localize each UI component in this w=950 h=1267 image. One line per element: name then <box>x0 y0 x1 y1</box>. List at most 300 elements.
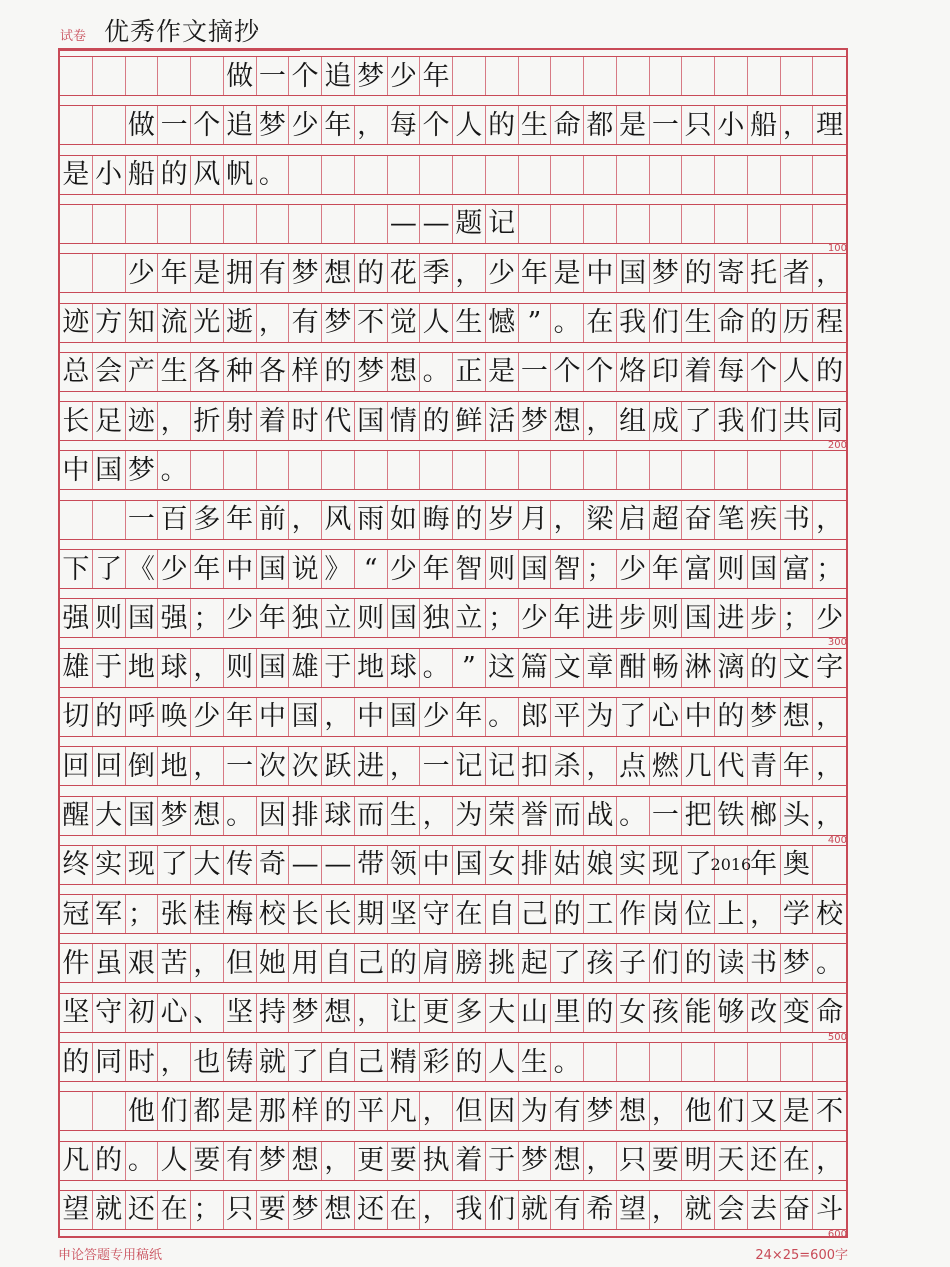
word-count-mark: 400 <box>827 834 847 846</box>
grid-cell <box>191 205 224 243</box>
grid-cell: 梦 <box>519 1142 552 1180</box>
grid-cell: 少 <box>486 254 519 292</box>
grid-cell: 少 <box>191 698 224 736</box>
grid-cell <box>486 156 519 194</box>
grid-row <box>60 796 846 836</box>
grid-row <box>60 155 846 195</box>
grid-cell: 又 <box>748 1092 781 1130</box>
grid-cell: 们 <box>486 1191 519 1229</box>
grid-cell: 球 <box>322 797 355 835</box>
grid-cell: ， <box>355 994 388 1032</box>
grid-row <box>60 943 846 983</box>
grid-cell <box>93 106 126 144</box>
grid-cell: 。 <box>158 451 191 489</box>
word-count-mark: 500 <box>827 1031 847 1043</box>
grid-cell: 大 <box>191 846 224 884</box>
grid-cell: ， <box>355 106 388 144</box>
grid-cell: 战 <box>584 797 617 835</box>
grid-cell <box>813 846 846 884</box>
grid-cell: 终 <box>60 846 93 884</box>
header <box>60 10 300 51</box>
grid-cell: 启 <box>617 501 650 539</box>
grid-cell: 球 <box>158 649 191 687</box>
grid-cell: ， <box>816 504 844 536</box>
grid-cell <box>289 451 322 489</box>
grid-cell: 强 <box>60 599 93 637</box>
grid-cell <box>519 205 552 243</box>
grid-cell: 岗 <box>650 895 683 933</box>
grid-cell: 年 <box>551 599 584 637</box>
grid-cell: 梦 <box>650 254 683 292</box>
grid-cell: 。 <box>617 797 650 835</box>
grid-cell: ； <box>486 599 519 637</box>
grid-cell: 倒 <box>126 747 159 785</box>
grid-cell: 命 <box>816 997 844 1029</box>
grid-cell: 守 <box>420 895 453 933</box>
grid-cell: ， <box>388 747 421 785</box>
grid-cell: 是 <box>617 106 650 144</box>
word-count-mark: 600 <box>827 1228 847 1240</box>
grid-cell: 国 <box>617 254 650 292</box>
grid-cell: ， <box>191 649 224 687</box>
grid-cell: ， <box>191 944 224 982</box>
grid-cell: 想 <box>191 797 224 835</box>
grid-cell: 还 <box>748 1142 781 1180</box>
grid-cell: 迹 <box>126 402 159 440</box>
grid-cell: 梦 <box>289 1191 322 1229</box>
grid-cell: 代 <box>715 747 748 785</box>
grid-row <box>60 253 846 293</box>
grid-cell: 则 <box>224 649 257 687</box>
grid-cell <box>781 205 814 243</box>
grid-cell <box>388 451 421 489</box>
grid-cell: 总 <box>60 353 93 391</box>
grid-cell <box>257 205 290 243</box>
grid-cell: — <box>388 205 421 243</box>
grid-cell: 着 <box>453 1142 486 1180</box>
grid-cell: 则 <box>715 550 748 588</box>
grid-cell: 想 <box>617 1092 650 1130</box>
grid-cell: 跃 <box>322 747 355 785</box>
grid-cell: ， <box>816 1145 844 1177</box>
grid-cell: 奇 <box>257 846 290 884</box>
grid-cell: 誉 <box>519 797 552 835</box>
grid-cell: 为 <box>453 797 486 835</box>
grid-cell: 的 <box>816 356 844 388</box>
grid-cell: 富 <box>682 550 715 588</box>
grid-cell: 的 <box>748 649 781 687</box>
grid-cell: 地 <box>355 649 388 687</box>
grid-cell: 地 <box>158 747 191 785</box>
grid-cell: 国 <box>388 599 421 637</box>
grid-cell <box>813 451 846 489</box>
grid-cell: 们 <box>748 402 781 440</box>
grid-cell: 自 <box>322 944 355 982</box>
grid-cell: 的 <box>715 698 748 736</box>
grid-cell: ， <box>158 402 191 440</box>
grid-cell: 年 <box>748 846 781 884</box>
grid-cell: 铸 <box>224 1043 257 1081</box>
grid-cell: 中 <box>355 698 388 736</box>
grid-cell <box>551 156 584 194</box>
grid-cell: 读 <box>715 944 748 982</box>
grid-cell: 迹 <box>60 304 93 342</box>
grid-cell: 期 <box>355 895 388 933</box>
grid-cell: 的 <box>93 698 126 736</box>
grid-cell: 生 <box>453 304 486 342</box>
grid-cell: 智 <box>551 550 584 588</box>
grid-cell: 《 <box>126 550 159 588</box>
grid-cell <box>191 57 224 95</box>
grid-cell: 。 <box>551 304 584 342</box>
grid-cell: 国 <box>126 599 159 637</box>
grid-cell: 是 <box>191 254 224 292</box>
grid-cell: 说 <box>289 550 322 588</box>
grid-cell: 花 <box>388 254 421 292</box>
grid-cell: 折 <box>191 402 224 440</box>
grid-cell: 梦 <box>322 304 355 342</box>
grid-cell: 。 <box>257 156 290 194</box>
grid-cell: 疾 <box>748 501 781 539</box>
grid-cell: ， <box>191 747 224 785</box>
grid-cell: 燃 <box>650 747 683 785</box>
grid-cell: 就 <box>93 1191 126 1229</box>
grid-cell: ， <box>584 1142 617 1180</box>
grid-row <box>60 1091 846 1131</box>
grid-cell: 长 <box>289 895 322 933</box>
grid-cell: 那 <box>257 1092 290 1130</box>
grid-cell: 回 <box>60 747 93 785</box>
grid-cell: 畅 <box>650 649 683 687</box>
grid-cell: 代 <box>322 402 355 440</box>
grid-cell: 理 <box>816 109 844 141</box>
grid-cell: 不 <box>355 304 388 342</box>
grid-cell: 国 <box>289 698 322 736</box>
grid-cell <box>60 1092 93 1130</box>
grid-cell <box>322 156 355 194</box>
grid-cell <box>584 205 617 243</box>
grid-cell: 月 <box>519 501 552 539</box>
grid-cell: 风 <box>191 156 224 194</box>
grid-cell: 有 <box>289 304 322 342</box>
grid-cell: 了 <box>682 402 715 440</box>
grid-cell: 不 <box>816 1095 844 1127</box>
grid-cell: ， <box>420 1191 453 1229</box>
grid-cell: ” <box>453 649 486 687</box>
grid-cell: 少 <box>519 599 552 637</box>
grid-cell: 雄 <box>289 649 322 687</box>
grid-cell: 国 <box>355 402 388 440</box>
grid-cell: 子 <box>617 944 650 982</box>
grid-cell: 下 <box>60 550 93 588</box>
grid-cell <box>126 205 159 243</box>
grid-cell <box>584 156 617 194</box>
grid-cell: 了 <box>682 846 715 884</box>
grid-cell <box>420 451 453 489</box>
grid-cell: 射 <box>224 402 257 440</box>
grid-cell: 大 <box>93 797 126 835</box>
grid-cell: 者 <box>781 254 814 292</box>
grid-cell: 历 <box>781 304 814 342</box>
grid-cell: 篇 <box>519 649 552 687</box>
grid-cell <box>682 205 715 243</box>
grid-cell <box>420 156 453 194</box>
grid-cell <box>453 57 486 95</box>
grid-cell: 的 <box>158 156 191 194</box>
grid-cell: 要 <box>257 1191 290 1229</box>
grid-cell: 前 <box>257 501 290 539</box>
grid-row <box>60 56 846 96</box>
grid-cell: 还 <box>126 1191 159 1229</box>
grid-cell: 有 <box>224 1142 257 1180</box>
grid-cell: 在 <box>388 1191 421 1229</box>
grid-cell: 但 <box>224 944 257 982</box>
grid-cell: 实 <box>93 846 126 884</box>
grid-cell <box>617 451 650 489</box>
footer-grid-size: 24×25=600字 <box>755 1248 848 1263</box>
grid-cell: 则 <box>93 599 126 637</box>
grid-cell: ， <box>453 254 486 292</box>
grid-cell: 个 <box>748 353 781 391</box>
grid-cell: 时 <box>126 1043 159 1081</box>
grid-cell: 年 <box>191 550 224 588</box>
grid-cell: 题 <box>453 205 486 243</box>
grid-cell: 帆 <box>224 156 257 194</box>
grid-cell: 我 <box>453 1191 486 1229</box>
grid-cell: 排 <box>289 797 322 835</box>
grid-cell: 鲜 <box>453 402 486 440</box>
grid-cell: 做 <box>126 106 159 144</box>
grid-cell: 的 <box>682 254 715 292</box>
grid-cell: 命 <box>551 106 584 144</box>
grid-cell: 有 <box>551 1191 584 1229</box>
grid-cell: 而 <box>551 797 584 835</box>
grid-cell: 季 <box>420 254 453 292</box>
grid-cell: 》 <box>322 550 355 588</box>
grid-cell: 智 <box>453 550 486 588</box>
grid-cell: 工 <box>584 895 617 933</box>
grid-cell: 把 <box>682 797 715 835</box>
grid-cell <box>126 57 159 95</box>
grid-cell: 是 <box>224 1092 257 1130</box>
grid-cell: 小 <box>93 156 126 194</box>
grid-cell: 去 <box>748 1191 781 1229</box>
grid-cell: 学 <box>781 895 814 933</box>
grid-cell: 追 <box>224 106 257 144</box>
grid-cell: 个 <box>191 106 224 144</box>
grid-cell: 望 <box>60 1191 93 1229</box>
grid-cell: 会 <box>93 353 126 391</box>
grid-cell: 组 <box>617 402 650 440</box>
grid-cell: 产 <box>126 353 159 391</box>
grid-cell: 则 <box>355 599 388 637</box>
grid-cell: 是 <box>486 353 519 391</box>
grid-cell: 平 <box>355 1092 388 1130</box>
grid-cell: 酣 <box>617 649 650 687</box>
grid-cell: 因 <box>486 1092 519 1130</box>
grid-cell: 共 <box>781 402 814 440</box>
grid-cell: 的 <box>420 402 453 440</box>
grid-cell: ， <box>551 501 584 539</box>
grid-row <box>60 450 846 490</box>
grid-row <box>60 549 846 589</box>
grid-cell: 为 <box>519 1092 552 1130</box>
grid-cell: 则 <box>486 550 519 588</box>
grid-cell: 文 <box>781 649 814 687</box>
grid-cell: 姑 <box>551 846 584 884</box>
grid-cell: 是 <box>781 1092 814 1130</box>
grid-cell: 的 <box>486 106 519 144</box>
grid-cell: 的 <box>322 353 355 391</box>
grid-cell <box>650 57 683 95</box>
grid-cell: 梦 <box>126 451 159 489</box>
grid-cell: ， <box>816 750 844 782</box>
grid-cell: 时 <box>289 402 322 440</box>
grid-cell <box>519 451 552 489</box>
grid-cell: 能 <box>682 994 715 1032</box>
grid-cell <box>224 205 257 243</box>
grid-cell: 奥 <box>781 846 814 884</box>
grid-cell: ， <box>322 1142 355 1180</box>
grid-cell: 进 <box>355 747 388 785</box>
grid-cell <box>388 156 421 194</box>
grid-cell: 岁 <box>486 501 519 539</box>
grid-cell <box>355 156 388 194</box>
grid-cell <box>158 57 191 95</box>
grid-cell: 她 <box>257 944 290 982</box>
grid-cell: 彩 <box>420 1043 453 1081</box>
grid-cell: 一 <box>224 747 257 785</box>
grid-cell: 正 <box>453 353 486 391</box>
grid-cell: ， <box>420 797 453 835</box>
grid-cell: 次 <box>257 747 290 785</box>
grid-row <box>60 105 846 145</box>
grid-cell: — <box>420 205 453 243</box>
grid-cell: 自 <box>322 1043 355 1081</box>
grid-cell: 就 <box>682 1191 715 1229</box>
grid-cell: ， <box>748 895 781 933</box>
grid-cell: 笔 <box>715 501 748 539</box>
grid-cell: ， <box>650 1092 683 1130</box>
grid-cell: 校 <box>816 898 844 930</box>
grid-cell <box>60 106 93 144</box>
grid-cell: 国 <box>682 599 715 637</box>
grid-cell: 的 <box>748 304 781 342</box>
grid-cell <box>617 156 650 194</box>
grid-cell <box>584 451 617 489</box>
grid-cell: 国 <box>126 797 159 835</box>
grid-cell: 多 <box>191 501 224 539</box>
grid-cell: 持 <box>257 994 290 1032</box>
grid-cell <box>813 57 846 95</box>
grid-cell: 梦 <box>781 944 814 982</box>
grid-cell: 富 <box>781 550 814 588</box>
grid-cell: 更 <box>355 1142 388 1180</box>
grid-cell: 山 <box>519 994 552 1032</box>
grid-cell <box>289 156 322 194</box>
grid-cell: 梦 <box>519 402 552 440</box>
grid-row <box>60 500 846 540</box>
grid-cell: 百 <box>158 501 191 539</box>
grid-cell: 们 <box>650 304 683 342</box>
grid-cell: 做 <box>224 57 257 95</box>
grid-cell: 国 <box>388 698 421 736</box>
grid-row <box>60 697 846 737</box>
grid-cell: 了 <box>289 1043 322 1081</box>
grid-cell: — <box>289 846 322 884</box>
grid-cell: 想 <box>551 1142 584 1180</box>
grid-cell: 雄 <box>60 649 93 687</box>
grid-cell: 个 <box>584 353 617 391</box>
grid-cell: 起 <box>519 944 552 982</box>
grid-cell: 国 <box>257 649 290 687</box>
grid-cell: “ <box>355 550 388 588</box>
grid-cell <box>322 205 355 243</box>
grid-cell: 于 <box>93 649 126 687</box>
grid-cell: 着 <box>682 353 715 391</box>
grid-cell: 冠 <box>60 895 93 933</box>
grid-cell: 是 <box>551 254 584 292</box>
grid-cell: 。 <box>420 649 453 687</box>
grid-cell <box>813 156 846 194</box>
grid-cell: 们 <box>715 1092 748 1130</box>
grid-cell: 想 <box>289 1142 322 1180</box>
grid-row <box>60 1141 846 1181</box>
grid-cell: 梦 <box>257 106 290 144</box>
grid-cell: 想 <box>781 698 814 736</box>
grid-cell: 步 <box>748 599 781 637</box>
grid-row <box>60 746 846 786</box>
grid-cell: 同 <box>93 1043 126 1081</box>
grid-cell: 几 <box>682 747 715 785</box>
grid-cell: 位 <box>682 895 715 933</box>
grid-cell <box>93 205 126 243</box>
grid-cell: 中 <box>682 698 715 736</box>
grid-cell: 中 <box>224 550 257 588</box>
grid-row <box>60 993 846 1033</box>
grid-cell: 呼 <box>126 698 159 736</box>
grid-cell: 年 <box>420 57 453 95</box>
grid-cell: ， <box>420 1092 453 1130</box>
grid-cell <box>322 451 355 489</box>
grid-cell: 实 <box>617 846 650 884</box>
grid-cell: 的 <box>453 1043 486 1081</box>
grid-cell: 传 <box>224 846 257 884</box>
grid-cell <box>224 451 257 489</box>
grid-cell: 2016 <box>715 846 748 884</box>
grid-cell: 荣 <box>486 797 519 835</box>
grid-cell: ， <box>584 747 617 785</box>
grid-cell: 。 <box>126 1142 159 1180</box>
grid-cell: 孩 <box>584 944 617 982</box>
grid-row <box>60 598 846 638</box>
word-count-mark: 100 <box>827 242 847 254</box>
grid-cell: 梦 <box>289 254 322 292</box>
grid-cell: ” <box>519 304 552 342</box>
grid-cell: ， <box>322 698 355 736</box>
grid-cell: 都 <box>584 106 617 144</box>
grid-cell: 娘 <box>584 846 617 884</box>
grid-cell: 年 <box>158 254 191 292</box>
grid-cell: 就 <box>257 1043 290 1081</box>
grid-cell: 一 <box>257 57 290 95</box>
grid-row <box>60 1190 846 1230</box>
grid-cell: 大 <box>486 994 519 1032</box>
grid-cell: 梦 <box>158 797 191 835</box>
grid-cell <box>60 205 93 243</box>
grid-cell: 膀 <box>453 944 486 982</box>
grid-cell: ， <box>781 106 814 144</box>
